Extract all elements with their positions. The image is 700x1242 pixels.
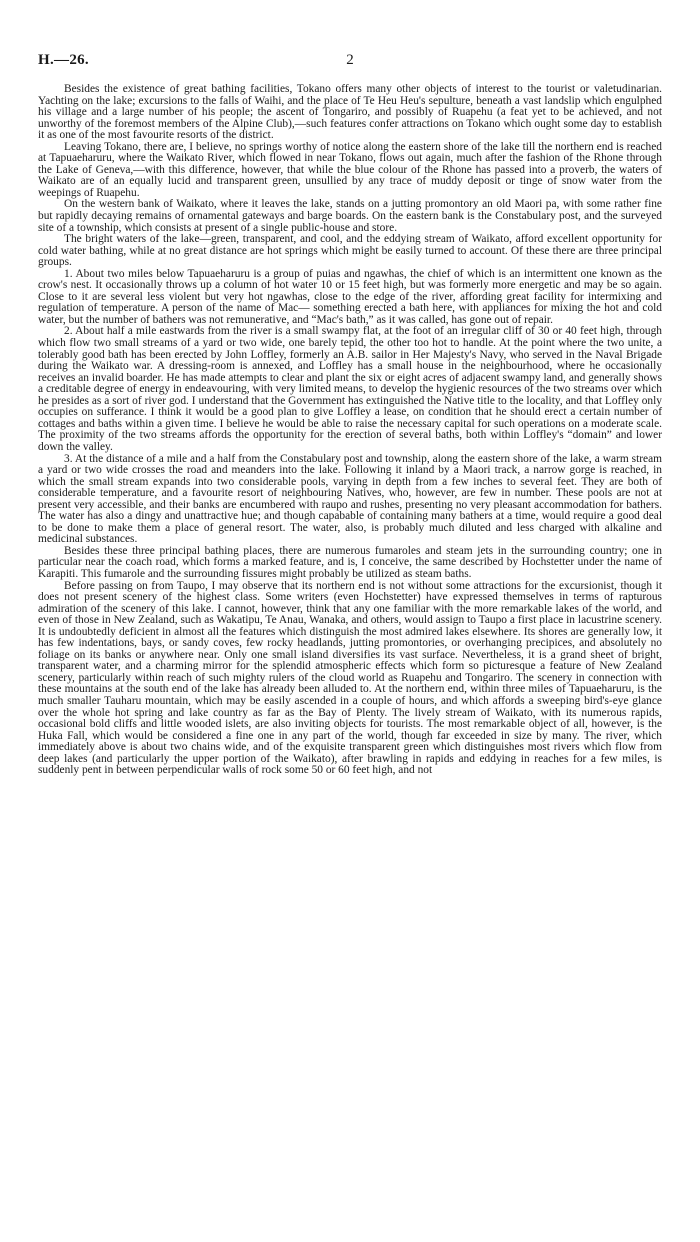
paragraph-group-three: 3. At the distance of a mile and a half from the Constabulary post and township, along the eastern shore of the lake, a warm stream a yard or two wide crosses the road and meanders into the lake. Following it inland by a Maori track, a narrow gorge is reached, in which the small stream expands into two considerable pools, varying in depth from a few inches to several feet. They are both of considerable temperature, and a favourite resort of neighbouring Natives, who, however, are few in number. These pools are not at present very accessible, and their banks are encumbered with raupo and rushes, presenting no very pleasant accommodation for bathers. The water has also a dingy and unattractive hue; and though capabable of containing many bathers at a time, would require a good deal to be done to make them a place of general resort. The water, also, is probably much diluted and less charged with alkaline and medicinal substances. bbox=[38, 452, 662, 546]
paragraph-eastern-shore: Leaving Tokano, there are, I believe, no springs worthy of notice along the eastern shore of the lake till the northern end is reached at Tapuaeharuru, where the Waikato River, which flowed in near Tokano, flows out again, much after the fashion of the Rhone through the Lake of Geneva,—with this difference, however, that while the blue colour of the Rhone has passed into a proverb, the waters of Waikato are of an equally lucid and transparent green, unsullied by any trace of muddy deposit or tinge of snow water from the weepings of Ruapehu. bbox=[38, 140, 662, 199]
page-number: 2 bbox=[346, 52, 354, 68]
paragraph-group-two: 2. About half a mile eastwards from the river is a small swampy flat, at the foot of an irregular cliff of 30 or 40 feet high, through which flow two small streams of a yard or two wide, one barely tepid, the other too hot to handle. At the point where the two unite, a tolerably good bath has been erected by John Loffley, formerly an A.B. sailor in Her Majesty's Navy, who served in the Naval Brigade during the Waikato war. A dressing-room is annexed, and Loffley has a small house in the neighbourhood, where he occasionally receives an invalid boarder. He has made attempts to clear and plant the six or eight acres of adjacent swampy land, and generally shows a creditable degree of energy in endeavouring, with very limited means, to develop the hygienic resources of the two streams over which he presides as a sort of river god. I understand that the Government has extinguished the Native title to the locality, and that Loffley only occupies on sufferance. I think it would be a good plan to give Loffley a lease, on condition that he should erect a certain number of cottages and baths within a given time. I believe he would be able to raise the necessary capital for such operations on a moderate scale. The proximity of the two streams affords the opportunity for the erection of several baths, both within Loffley's “domain” and lower down the valley. bbox=[38, 325, 662, 453]
paragraph-bathing-groups: The bright waters of the lake—green, transparent, and cool, and the eddying stream of Waikato, afford excellent opportunity for cold water bathing, while at no great distance are hot springs which might be easily turned to account. Of these there are three principal groups. bbox=[38, 233, 662, 269]
paragraph-taupo-scenery: Before passing on from Taupo, I may observe that its northern end is not without some attractions for the excursionist, though it does not present scenery of the highest class. Some writers (even Hochstetter) have expressed themselves in terms of rapturous admiration of the scenery of this lake. I cannot, however, think that any one familiar with the more remarkable lakes of the world, and even of those in New Zealand, such as Wakatipu, Te Anau, Wanaka, and others, would assign to Taupo a first place in lacustrine scenery. It is undoubtedly deficient in almost all the features which distinguish the most admired lakes elsewhere. Its shores are generally low, it has few indentations, bays, or sandy coves, few rocky headlands, jutting promontories, or overhanging precipices, and absolutely no foliage on its banks or anywhere near. Only one small island diversifies its vast surface. Nevertheless, it is a grand sheet of bright, transparent water, and a charming mirror for the splendid atmospheric effects which form so picturesque a feature of New Zealand scenery, particularly within reach of such mighty rulers of the cloud world as Ruapehu and Tongariro. The scenery in connection with these mountains at the south end of the lake has already been alluded to. At the northern end, within three miles of Tapuaeharuru, is the much smaller Tauharu mountain, which may be easily ascended in a couple of hours, and which affords a sweeping bird's-eye glance over the whole hot spring and lake country as far as the Bay of Plenty. The lively stream of Waikato, with its numerous rapids, occasional bold cliffs and little wooded islets, are also inviting objects for tourists. The most remarkable object of all, however, is the Huka Fall, which would be considered a fine one in any part of the world, though far exceeded in size by many. The river, which immediately above is about two chains wide, and of the exquisite transparent green which distinguishes most rivers which flow from deep lakes (and particularly the upper portion of the Waikato), after brawling in rapids and eddying in reaches for a few miles, is suddenly pent in between perpendicular walls of rock some 50 or 60 feet high, and not bbox=[38, 579, 662, 777]
document-reference: H.—26. bbox=[38, 52, 89, 68]
paragraph-maori-pa: On the western bank of Waikato, where it leaves the lake, stands on a jutting promontory an old Maori pa, with some rather fine but rapidly decaying remains of ornamental gateways and barge boards. On the eastern bank is the Constabulary post, and the surveyed site of a township, which consists at present of a single public-house and store. bbox=[38, 198, 662, 234]
body-text bbox=[38, 84, 662, 777]
page-header bbox=[38, 52, 662, 72]
paragraph-tokano-attractions: Besides the existence of great bathing facilities, Tokano offers many other objects of interest to the tourist or valetudinarian. Yachting on the lake; excursions to the falls of Waihi, and the place of Te Heu Heu's sepulture, beneath a vast landslip which engulphed his village and a large number of his people; the ascent of Tongariro, and possibly of Ruapehu (a feat yet to be achieved, and not unworthy of the foremost members of the Alpine Club),—such features confer attractions on Tokano which ought some day to establish it as one of the most favourite resorts of the district. bbox=[38, 83, 662, 142]
paragraph-group-one: 1. About two miles below Tapuaeharuru is a group of puias and ngawhas, the chief of which is an intermittent one known as the crow's nest. It occasionally throws up a column of hot water 10 or 15 feet high, but was formerly more energetic and may be so again. Close to it are several less violent but very hot ngawhas, close to the edge of the river, affording great facility for intermixing and regulation of temperature. A person of the name of Mac— something erected a bath here, with appliances for mixing the hot and cold water, but the number of bathers was not remunerative, and “Mac's bath,” as it was called, has gone out of repair. bbox=[38, 267, 662, 326]
paragraph-fumaroles: Besides these three principal bathing places, there are numerous fumaroles and steam jets in the surrounding country; one in particular near the coach road, which forms a marked feature, and is, I conceive, the same described by Hochstetter under the name of Karapiti. This fumarole and the surrounding fissures might probably be utilized as steam baths. bbox=[38, 544, 662, 580]
